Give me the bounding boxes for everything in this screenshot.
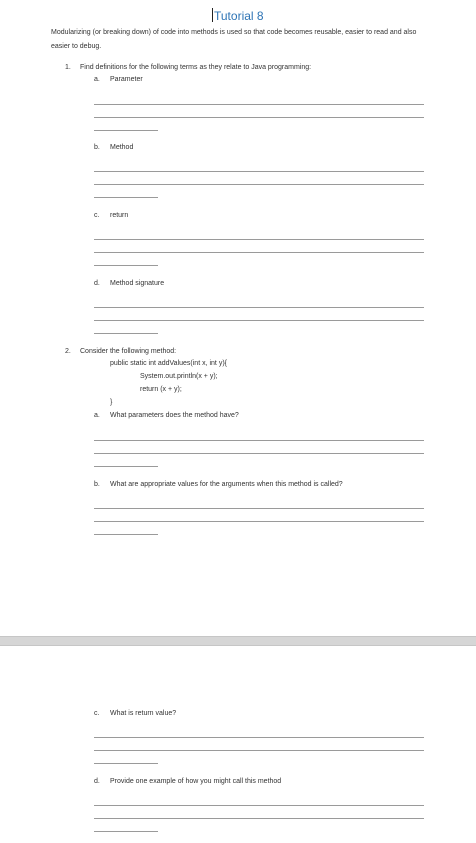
- q1b-letter: b.: [94, 144, 100, 151]
- q2d-label: Provide one example of how you might call this method: [110, 778, 282, 785]
- q1a-label: Parameter: [110, 76, 143, 83]
- code-line-close-brace: }: [110, 399, 113, 406]
- answer-line-short: [94, 130, 158, 131]
- answer-line: [94, 171, 424, 172]
- document-title: [212, 8, 264, 23]
- answer-line: [94, 184, 424, 185]
- q2b-letter: b.: [94, 481, 100, 488]
- title-text: Tutorial 8: [214, 9, 264, 23]
- answer-line: [94, 508, 424, 509]
- code-line-return: return (x + y);: [140, 386, 182, 393]
- code-line-signature: public static int addValues(int x, int y){: [110, 360, 227, 367]
- answer-line: [94, 737, 424, 738]
- answer-line: [94, 320, 424, 321]
- q1c-letter: c.: [94, 212, 100, 219]
- q2c-label: What is return value?: [110, 710, 177, 717]
- answer-line-short: [94, 333, 158, 334]
- answer-line-short: [94, 831, 158, 832]
- answer-line: [94, 750, 424, 751]
- answer-line: [94, 117, 424, 118]
- q2-number: 2.: [65, 348, 71, 355]
- q1-number: 1.: [65, 64, 71, 71]
- answer-line-short: [94, 197, 158, 198]
- answer-line: [94, 440, 424, 441]
- intro-paragraph: Modularizing (or breaking down) of code into methods is used so that code becomes reusable, easier to read and also easier to debug.: [51, 29, 417, 50]
- q2b-label: What are appropriate values for the arguments when this method is called?: [110, 481, 343, 488]
- code-line-print: System.out.println(x + y);: [140, 373, 218, 380]
- answer-line-short: [94, 265, 158, 266]
- answer-line: [94, 521, 424, 522]
- q1a-letter: a.: [94, 76, 100, 83]
- answer-line-short: [94, 763, 158, 764]
- q1b-label: Method: [110, 144, 134, 151]
- answer-line: [94, 818, 424, 819]
- q1d-label: Method signature: [110, 280, 165, 287]
- answer-line-short: [94, 466, 158, 467]
- q2a-letter: a.: [94, 412, 100, 419]
- answer-line: [94, 239, 424, 240]
- page-break: [0, 636, 476, 646]
- q2a-label: What parameters does the method have?: [110, 412, 239, 419]
- q1-prompt: Find definitions for the following terms as they relate to Java programming:: [80, 64, 312, 71]
- answer-line: [94, 805, 424, 806]
- answer-line-short: [94, 534, 158, 535]
- text-cursor: [212, 8, 213, 22]
- q1d-letter: d.: [94, 280, 100, 287]
- answer-line: [94, 453, 424, 454]
- answer-line: [94, 307, 424, 308]
- q2c-letter: c.: [94, 710, 100, 717]
- answer-line: [94, 104, 424, 105]
- q2-prompt: Consider the following method:: [80, 348, 177, 355]
- q2d-letter: d.: [94, 778, 100, 785]
- answer-line: [94, 252, 424, 253]
- q1c-label: return: [110, 212, 129, 219]
